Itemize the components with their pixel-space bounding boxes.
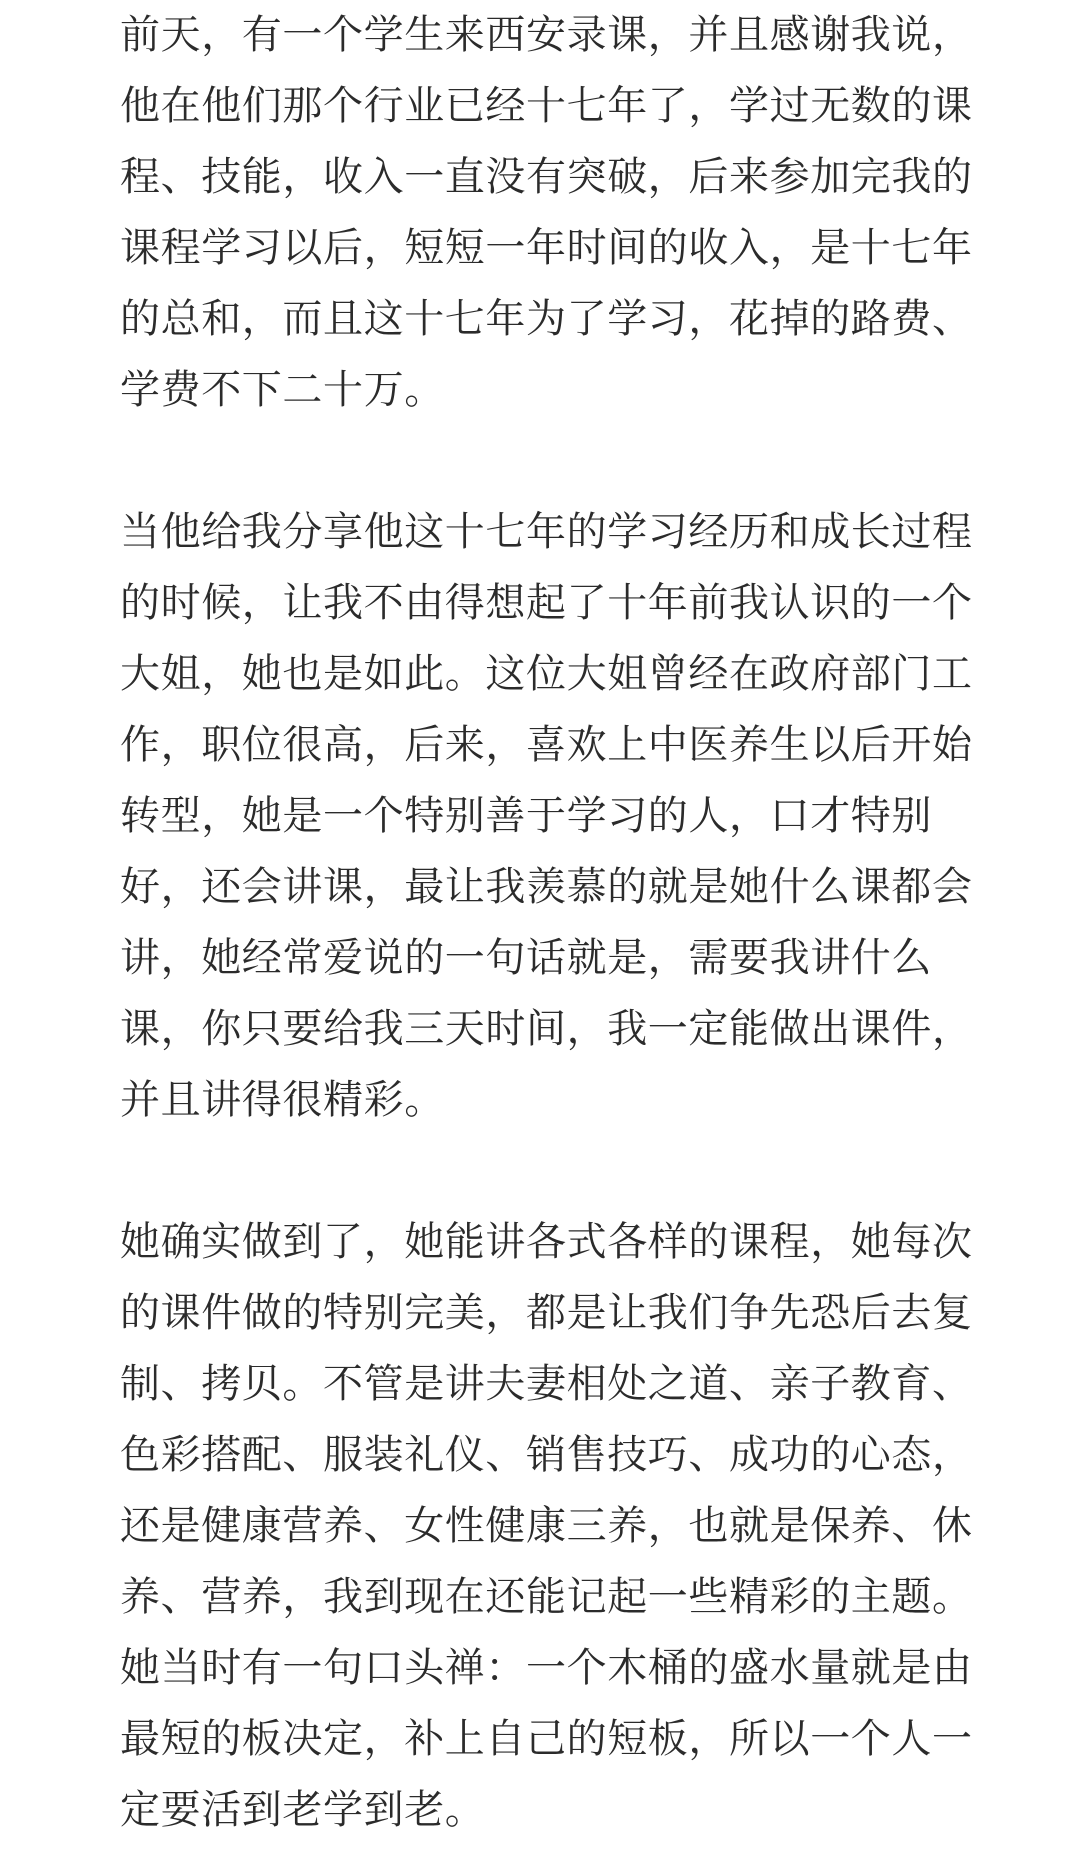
- text-line: 讲，她经常爱说的一句话就是，需要我讲什么: [120, 935, 932, 981]
- text-line: 转型，她是一个特别善于学习的人，口才特别: [120, 793, 932, 839]
- text-line: 的课件做的特别完美，都是让我们争先恐后去复: [120, 1290, 973, 1336]
- text-line: 并且讲得很精彩。: [120, 1077, 445, 1123]
- text-line: 的总和，而且这十七年为了学习，花掉的路费、: [120, 296, 973, 342]
- text-line: 大姐，她也是如此。这位大姐曾经在政府部门工: [120, 651, 973, 697]
- text-line: 最短的板决定，补上自己的短板，所以一个人一: [120, 1716, 973, 1762]
- text-line: 学费不下二十万。: [120, 367, 445, 413]
- text-line: 课，你只要给我三天时间，我一定能做出课件，: [120, 1006, 973, 1052]
- text-line: 制、拷贝。不管是讲夫妻相处之道、亲子教育、: [120, 1361, 973, 1407]
- text-line: 的时候，让我不由得想起了十年前我认识的一个: [120, 580, 973, 626]
- text-line: 还是健康营养、女性健康三养，也就是保养、休: [120, 1503, 973, 1549]
- text-line: 前天，有一个学生来西安录课，并且感谢我说，: [120, 12, 973, 58]
- text-line: 程、技能，收入一直没有突破，后来参加完我的: [120, 154, 973, 200]
- text-line: 她确实做到了，她能讲各式各样的课程，她每次: [120, 1219, 973, 1265]
- text-line: 他在他们那个行业已经十七年了，学过无数的课: [120, 83, 973, 129]
- text-line: 定要活到老学到老。: [120, 1787, 486, 1833]
- text-line: 她当时有一句口头禅：一个木桶的盛水量就是由: [120, 1645, 973, 1691]
- paragraph-1: [120, 0, 973, 426]
- text-line: 课程学习以后，短短一年时间的收入，是十七年: [120, 225, 973, 271]
- text-line: 色彩搭配、服装礼仪、销售技巧、成功的心态，: [120, 1432, 973, 1478]
- paragraph-2: [120, 497, 973, 1136]
- text-line: 当他给我分享他这十七年的学习经历和成长过程: [120, 509, 973, 555]
- text-line: 养、营养，我到现在还能记起一些精彩的主题。: [120, 1574, 973, 1620]
- paragraph-3: [120, 1207, 973, 1846]
- text-line: 作，职位很高，后来，喜欢上中医养生以后开始: [120, 722, 973, 768]
- text-line: 好，还会讲课，最让我羡慕的就是她什么课都会: [120, 864, 973, 910]
